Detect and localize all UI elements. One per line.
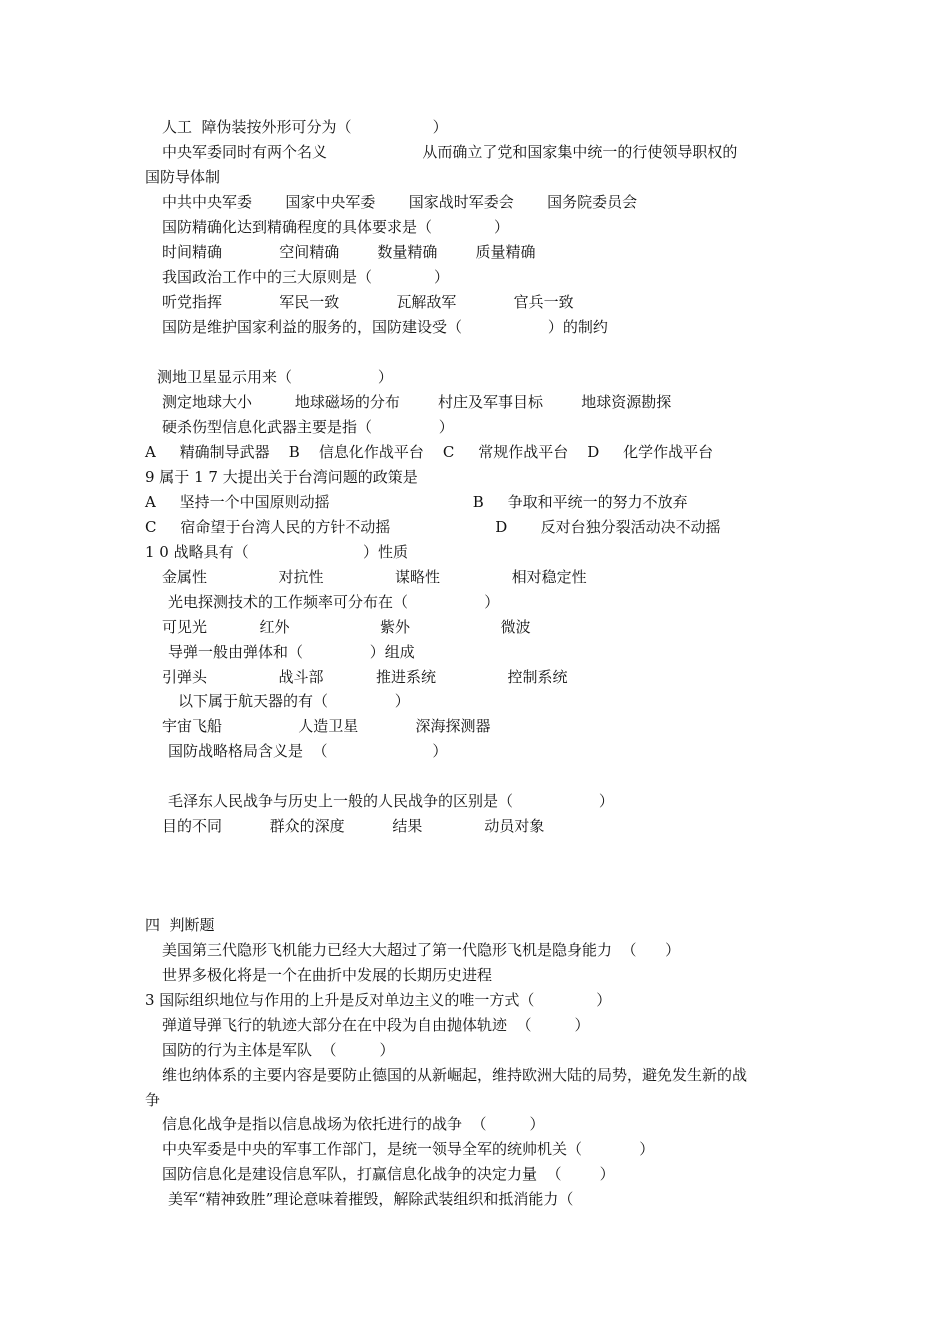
options-taiwan-cd: C 宿命望于台湾人民的方针不动摇 D 反对台独分裂活动决不动摇 [145,518,721,536]
question-political-principles: 我国政治工作中的三大原则是（ ） [162,268,449,286]
question-missile-parts: 导弹一般由弹体和（ ）组成 [168,643,415,661]
question-photoelectric: 光电探测技术的工作频率可分布在（ ） [168,593,500,611]
options-precision: 时间精确 空间精确 数量精确 质量精确 [162,243,536,261]
options-political-principles: 听党指挥 军民一致 瓦解敌军 官兵一致 [162,293,574,311]
tf-spirit-victory: 美军“精神致胜”理论意味着摧毁，解除武装组织和抵消能力（ [168,1190,574,1208]
question-taiwan-policy: 9 属于 1 7 大提出关于台湾问题的政策是 [145,468,418,486]
question-spacecraft: 以下属于航天器的有（ ） [178,692,410,710]
tf-information-war: 信息化战争是指以信息战场为依托进行的战争 （ ） [162,1115,545,1133]
options-peoples-war: 目的不同 群众的深度 结果 动员对象 [162,817,545,835]
question-defense-constraint: 国防是维护国家利益的服务的，国防建设受（ ）的制约 [162,318,608,336]
options-cmc: 中共中央军委 国家中央军委 国家战时军委会 国务院委员会 [162,193,638,211]
options-geodetic-satellite: 测定地球大小 地球磁场的分布 村庄及军事目标 地球资源勘探 [162,393,672,411]
tf-vienna-system-continuation: 争 [145,1091,161,1109]
question-precision: 国防精确化达到精确程度的具体要求是（ ） [162,218,509,236]
tf-stealth-aircraft: 美国第三代隐形飞机能力已经大大超过了第一代隐形飞机是隐身能力 （ ） [162,941,681,959]
question-cmc-continuation: 国防导体制 [145,168,221,186]
tf-ballistic-trajectory: 弹道导弹飞行的轨迹大部分在在中段为自由抛体轨迹 （ ） [162,1016,590,1034]
question-camouflage: 人工 障伪装按外形可分为（ ） [162,118,448,136]
tf-cmc-department: 中央军委是中央的军事工作部门，是统一领导全军的统帅机关（ ） [162,1140,655,1158]
options-strategy-nature: 金属性 对抗性 谋略性 相对稳定性 [162,568,587,586]
options-spacecraft: 宇宙飞船 人造卫星 深海探测器 [162,717,491,735]
tf-defense-informatization: 国防信息化是建设信息军队，打赢信息化战争的决定力量 （ ） [162,1165,615,1183]
question-cmc-two-names: 中央军委同时有两个名义 从而确立了党和国家集中统一的行使领导职权的 [162,143,738,161]
tf-vienna-system: 维也纳体系的主要内容是要防止德国的从新崛起，维持欧洲大陆的局势，避免发生新的战 [162,1066,748,1084]
section-heading-true-false: 四 判断题 [145,916,215,934]
question-geodetic-satellite: 测地卫星显示用来（ ） [157,368,393,386]
options-photoelectric: 可见光 红外 紫外 微波 [162,618,531,636]
tf-international-orgs: 3 国际组织地位与作用的上升是反对单边主义的唯一方式（ ） [145,991,612,1009]
question-peoples-war: 毛泽东人民战争与历史上一般的人民战争的区别是（ ） [168,792,614,810]
tf-defense-actor: 国防的行为主体是军队 （ ） [162,1041,395,1059]
question-strategy-nature: 1 0 战略具有（ ）性质 [145,543,409,561]
options-hard-kill-weapons: A 精确制导武器 B 信息化作战平台 C 常规作战平台 D 化学作战平台 [145,443,714,461]
tf-multipolarity: 世界多极化将是一个在曲折中发展的长期历史进程 [162,966,493,984]
options-missile-parts: 引弹头 战斗部 推进系统 控制系统 [162,668,568,686]
question-strategic-pattern: 国防战略格局含义是 （ ） [168,742,448,760]
options-taiwan-ab: A 坚持一个中国原则动摇 B 争取和平统一的努力不放弃 [145,493,688,511]
question-hard-kill-weapons: 硬杀伤型信息化武器主要是指（ ） [162,418,454,436]
